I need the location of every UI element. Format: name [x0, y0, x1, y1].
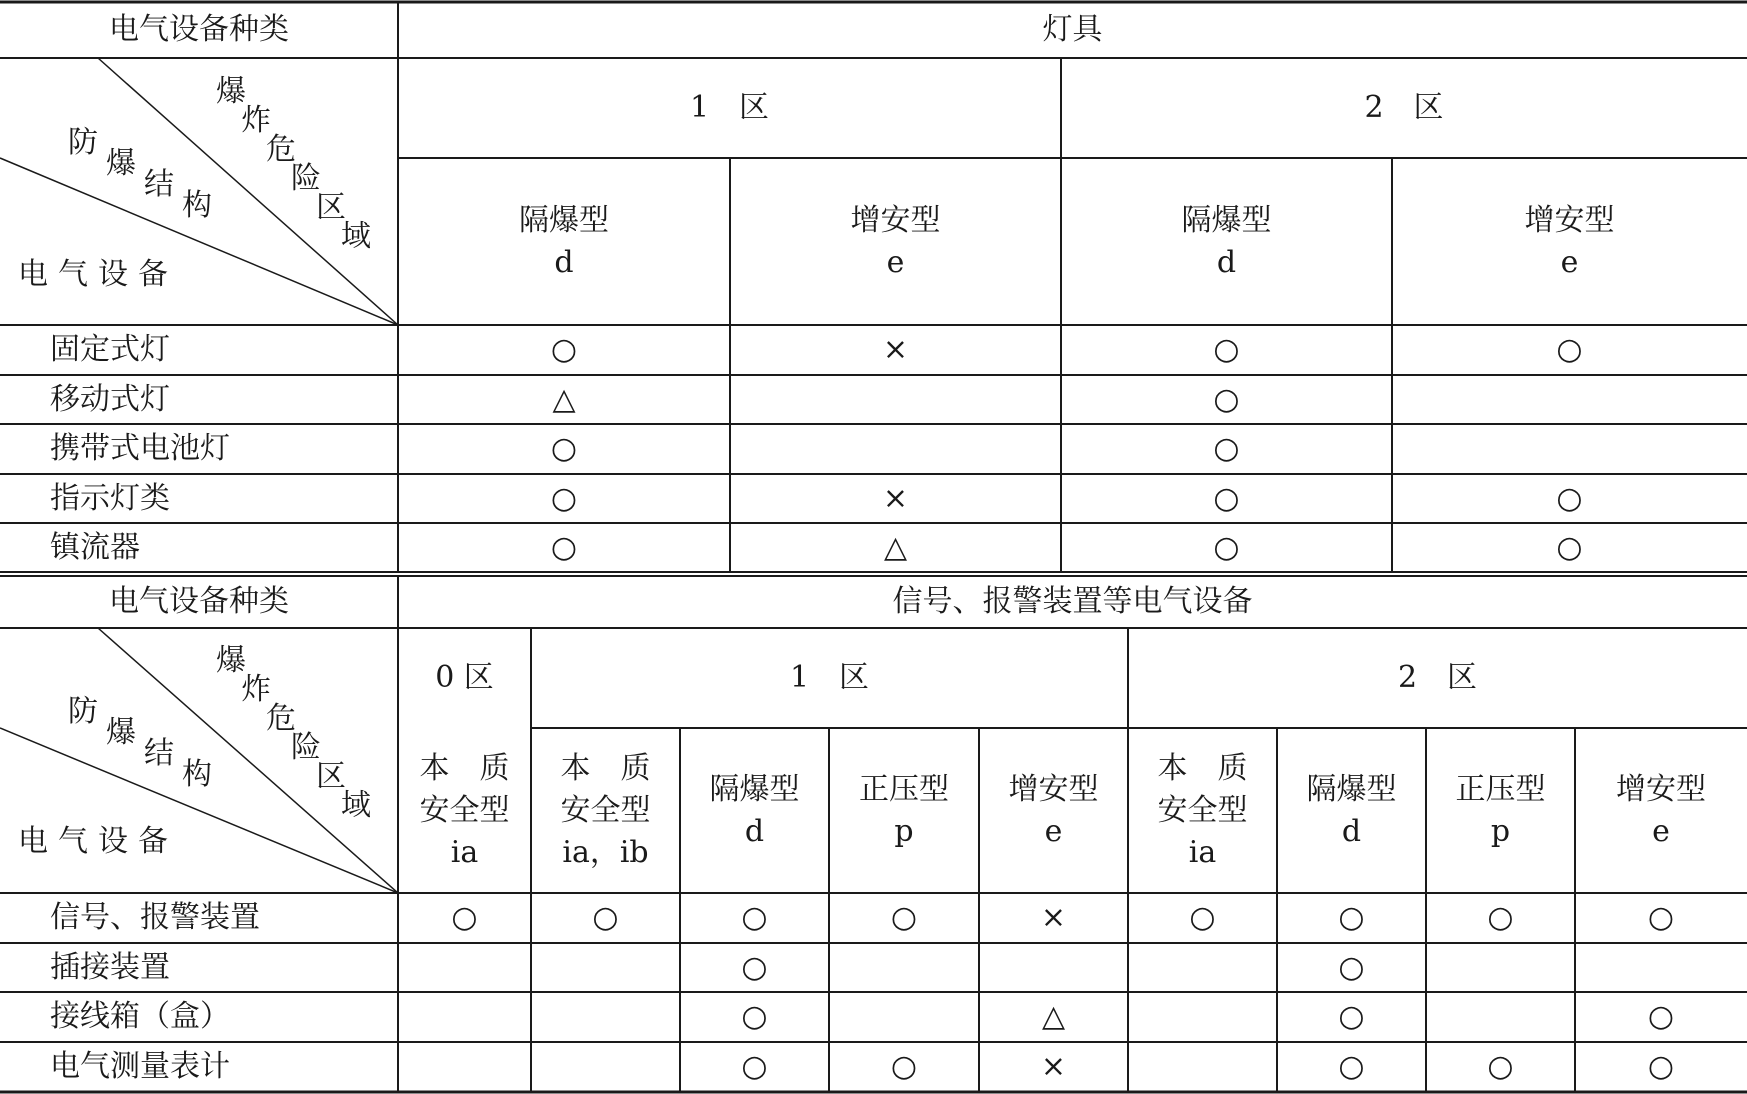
table-cell: [398, 943, 531, 992]
table2-type-flameproof-zone2: 隔爆型 d: [1306, 771, 1397, 849]
row-label: 固定式灯: [50, 332, 170, 367]
diag-zone-char-2: 炸: [241, 672, 271, 707]
diag-zone-char-5: 区: [316, 190, 346, 225]
row-label: 指示灯类: [50, 480, 170, 516]
table-cell: △: [1041, 999, 1066, 1034]
diag-struct-char-2: 爆: [106, 146, 136, 181]
table-cell: [1426, 943, 1575, 992]
row-label: 插接装置: [50, 949, 170, 985]
diag-struct-char-1: 防: [68, 125, 98, 160]
table-cell: ○: [1556, 332, 1583, 367]
row-label: 镇流器: [50, 529, 140, 565]
diag-zone-char-6: 域: [341, 219, 371, 254]
table-cell: ○: [890, 900, 918, 935]
table-cell: ○: [1647, 1049, 1675, 1084]
table-cell: [531, 943, 680, 992]
table-cell: [1392, 424, 1747, 474]
table2-type-pressurized-zone1: 正压型 p: [859, 771, 949, 849]
table-cell: [730, 424, 1061, 474]
table-cell: [398, 992, 531, 1042]
table1-type-increased-safety-zone2: 增安型 e: [1524, 202, 1615, 280]
signal-alarm-equipment-table: [0, 574, 1747, 1094]
table-cell: ○: [550, 480, 578, 516]
table-cell: ×: [882, 480, 909, 516]
table2-type-pressurized-zone2: 正压型 p: [1455, 771, 1546, 849]
table-cell: ○: [1556, 480, 1583, 516]
diag-zone-char-5: 区: [316, 759, 346, 794]
table-cell: ○: [451, 900, 478, 935]
table-cell: ○: [1213, 480, 1240, 516]
table-cell: ×: [1040, 1049, 1067, 1084]
table-cell: ○: [741, 1049, 768, 1084]
table-cell: ○: [1647, 900, 1675, 935]
table-cell: ○: [1213, 332, 1240, 367]
table-cell: [1128, 992, 1277, 1042]
table2-zone2-header: 2 区: [1397, 660, 1478, 695]
table-cell: [1128, 1042, 1277, 1092]
table1-zone1-header: 1 区: [689, 90, 770, 125]
table2-type-increased-safety-zone2: 增安型 e: [1616, 771, 1706, 849]
table2-category-header: 电气设备种类: [109, 584, 289, 619]
diag-zone-char-3: 危: [266, 132, 296, 167]
diag-struct-char-4: 构: [182, 188, 212, 223]
table-cell: ○: [741, 900, 768, 935]
table-cell: ○: [1338, 900, 1365, 935]
row-label: 接线箱（盒）: [50, 999, 230, 1034]
table1-lighting-header: 灯具: [1042, 12, 1103, 47]
table2-type-intrinsic-safety-zone1: 本 质 安全型 ia，ib: [560, 750, 651, 870]
table2-signal-header: 信号、报警装置等电气设备: [892, 584, 1253, 619]
table-cell: △: [883, 529, 908, 565]
table1-category-header: 电气设备种类: [109, 12, 289, 47]
table-cell: ○: [1213, 381, 1240, 417]
table-cell: ○: [1213, 431, 1240, 466]
diag-zone-char-3: 危: [266, 701, 296, 736]
table-cell: ○: [550, 332, 578, 367]
table-cell: [1426, 992, 1575, 1042]
diag-struct-char-1: 防: [68, 694, 98, 729]
table-cell: ○: [1487, 1049, 1514, 1084]
diag-zone-char-4: 险: [291, 161, 321, 196]
table-cell: [531, 992, 680, 1042]
row-label: 携带式电池灯: [50, 431, 230, 466]
diag-equipment-label: 电气设备: [18, 824, 178, 859]
table-cell: ○: [550, 431, 578, 466]
table-cell: ○: [1338, 1049, 1365, 1084]
row-label: 移动式灯: [50, 381, 170, 417]
table2-type-flameproof-zone1: 隔爆型 d: [709, 771, 800, 849]
table-cell: ×: [1040, 900, 1067, 935]
table1-type-flameproof-zone1: 隔爆型 d: [519, 202, 609, 280]
diag-struct-char-2: 爆: [106, 715, 136, 750]
diag-struct-char-4: 构: [182, 757, 212, 792]
table-cell: ○: [1189, 900, 1216, 935]
table-cell: ○: [1338, 949, 1365, 985]
table-cell: [1128, 943, 1277, 992]
row-label: 信号、报警装置: [50, 900, 260, 935]
table-cell: [1392, 375, 1747, 424]
table-cell: [531, 1042, 680, 1092]
table2-zone1-header: 1 区: [789, 660, 870, 695]
table-cell: [979, 943, 1128, 992]
diag-zone-char-1: 爆: [216, 74, 246, 109]
table-cell: [1575, 943, 1747, 992]
table1-type-increased-safety-zone1: 增安型 e: [850, 202, 941, 280]
table-cell: △: [552, 381, 576, 417]
diag-zone-char-2: 炸: [241, 103, 271, 138]
table2-type-intrinsic-safety-zone0: 本 质 安全型 ia: [419, 750, 510, 870]
table-cell: ×: [882, 332, 909, 367]
table2-type-intrinsic-safety-zone2: 本 质 安全型 ia: [1157, 750, 1248, 870]
table-cell: ○: [550, 529, 578, 565]
table-cell: ○: [1556, 529, 1583, 565]
table-cell: ○: [1647, 999, 1675, 1034]
table-cell: ○: [1487, 900, 1514, 935]
table1-zone2-header: 2 区: [1364, 90, 1444, 125]
diag-zone-char-4: 险: [291, 730, 321, 765]
table-cell: [829, 943, 979, 992]
table-cell: [398, 1042, 531, 1092]
row-label: 电气测量表计: [50, 1049, 230, 1084]
diag-struct-char-3: 结: [144, 736, 174, 771]
table-cell: [730, 375, 1061, 424]
table2-type-increased-safety-zone1: 增安型 e: [1008, 771, 1099, 849]
table-cell: ○: [1338, 999, 1365, 1034]
table-cell: ○: [741, 949, 768, 985]
table-cell: ○: [741, 999, 768, 1034]
diag-struct-char-3: 结: [144, 167, 174, 202]
diag-zone-char-1: 爆: [216, 643, 246, 678]
table2-zone0-header: 0 区: [435, 660, 494, 695]
table-cell: ○: [592, 900, 619, 935]
table-cell: ○: [890, 1049, 918, 1084]
table-cell: ○: [1213, 529, 1240, 565]
diag-equipment-label: 电气设备: [18, 257, 178, 292]
table1-type-flameproof-zone2: 隔爆型 d: [1181, 202, 1272, 280]
table-cell: [829, 992, 979, 1042]
diag-zone-char-6: 域: [341, 788, 371, 823]
